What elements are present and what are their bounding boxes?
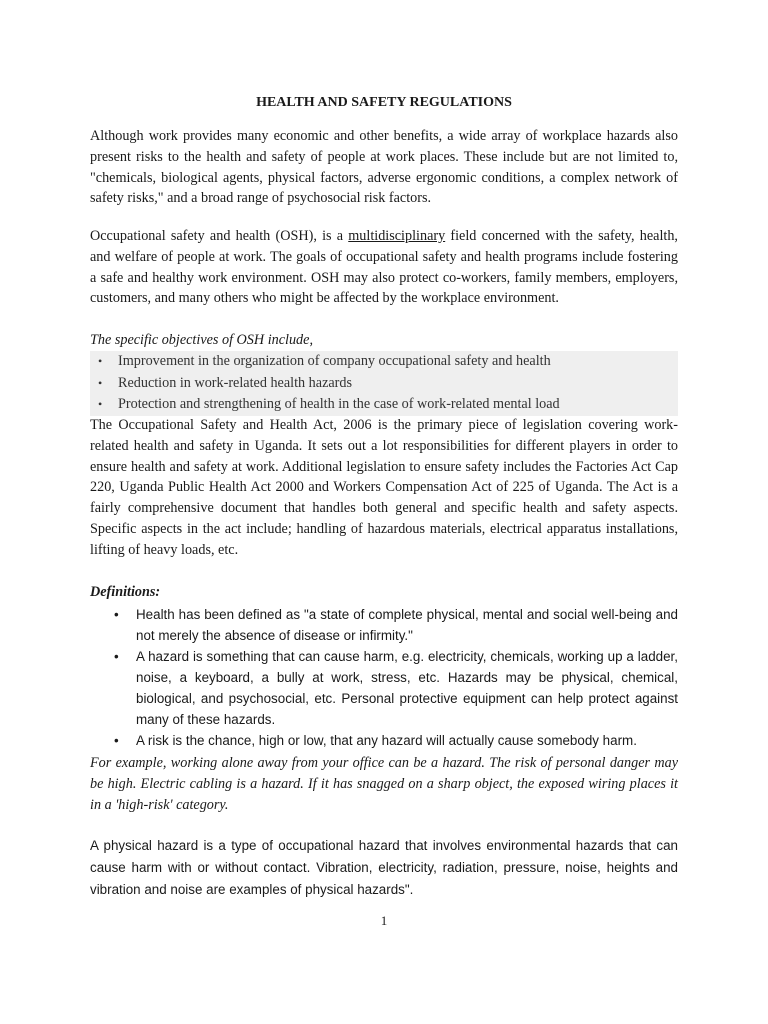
osh-text-before: Occupational safety and health (OSH), is a	[90, 228, 349, 244]
physical-hazard-paragraph: A physical hazard is a type of occupational hazard that involves environmental hazards that can cause harm with or without contact. Vibration, electricity, radiation, pressure, noise, heights and vibration and noise are examples of physical hazards".	[90, 838, 678, 897]
page-number: 1	[380, 913, 388, 928]
objectives-heading: The specific objectives of OSH include,	[90, 332, 313, 348]
example-paragraph: For example, working alone away from your office can be a hazard. The risk of personal danger may be high. Electric cabling is a hazard. If it has snagged on a sharp object, the exposed wiring places it in a 'high-risk' category.	[90, 755, 678, 813]
osh-text-after: field concerned with the safety, health, and welfare of people at work. The goals of occupational safety and health programs include fostering a safe and healthy work environment. OSH may also protect co-workers, family members, employers, customers, and many others who might be affected by the workplace environment.	[90, 228, 678, 307]
bullet-icon: •	[98, 397, 103, 411]
bullet-icon: •	[114, 649, 119, 664]
bullet-icon: •	[98, 375, 103, 390]
objective-item: • Improvement in the organization of company occupational safety and health	[90, 351, 678, 373]
bullet-icon: •	[114, 733, 119, 748]
definition-item: • A hazard is something that can cause harm, e.g. electricity, chemicals, working up a ladder, noise, a keyboard, a bully at work, stress, etc. Hazards may be physical, chemical, biological, and psychosocial, etc. Personal protective equipment can help protect against many of these hazards.	[90, 646, 678, 730]
objectives-list	[90, 351, 678, 416]
multidisciplinary-link[interactable]: multidisciplinary	[348, 228, 446, 244]
definition-item: • A risk is the chance, high or low, that any hazard will actually cause somebody harm.	[90, 730, 678, 751]
document-title: HEALTH AND SAFETY REGULATIONS	[256, 95, 512, 110]
definition-item: • Health has been defined as "a state of complete physical, mental and social well-being and not merely the absence of disease or infirmity."	[90, 604, 678, 646]
objective-item: • Protection and strengthening of health in the case of work-related mental load	[90, 394, 678, 416]
definitions-list	[90, 604, 678, 751]
act-paragraph: The Occupational Safety and Health Act, 2006 is the primary piece of legislation covering work-related health and safety in Uganda. It sets out a lot responsibilities for different players in order to ensure health and safety at work. Additional legislation to ensure safety includes the Factories Act Cap 220, Uganda Public Health Act 2000 and Workers Compensation Act of 225 of Uganda. The Act is a fairly comprehensive document that handles both general and specific health and safety aspects. Specific aspects in the act include; handling of hazardous materials, electrical apparatus installations, lifting of heavy loads, etc.	[90, 417, 678, 558]
bullet-icon: •	[114, 607, 119, 622]
intro-paragraph: Although work provides many economic and other benefits, a wide array of workplace hazards also present risks to the health and safety of people at work places. These include but are not limited to, "chemicals, biological agents, physical factors, adverse ergonomic conditions, a complex network of safety risks," and a broad range of psychosocial risk factors.	[90, 128, 678, 207]
osh-paragraph	[90, 226, 678, 309]
definitions-heading: Definitions:	[90, 584, 161, 600]
objective-item: • Reduction in work-related health hazards	[90, 373, 678, 395]
bullet-icon: •	[98, 354, 103, 368]
